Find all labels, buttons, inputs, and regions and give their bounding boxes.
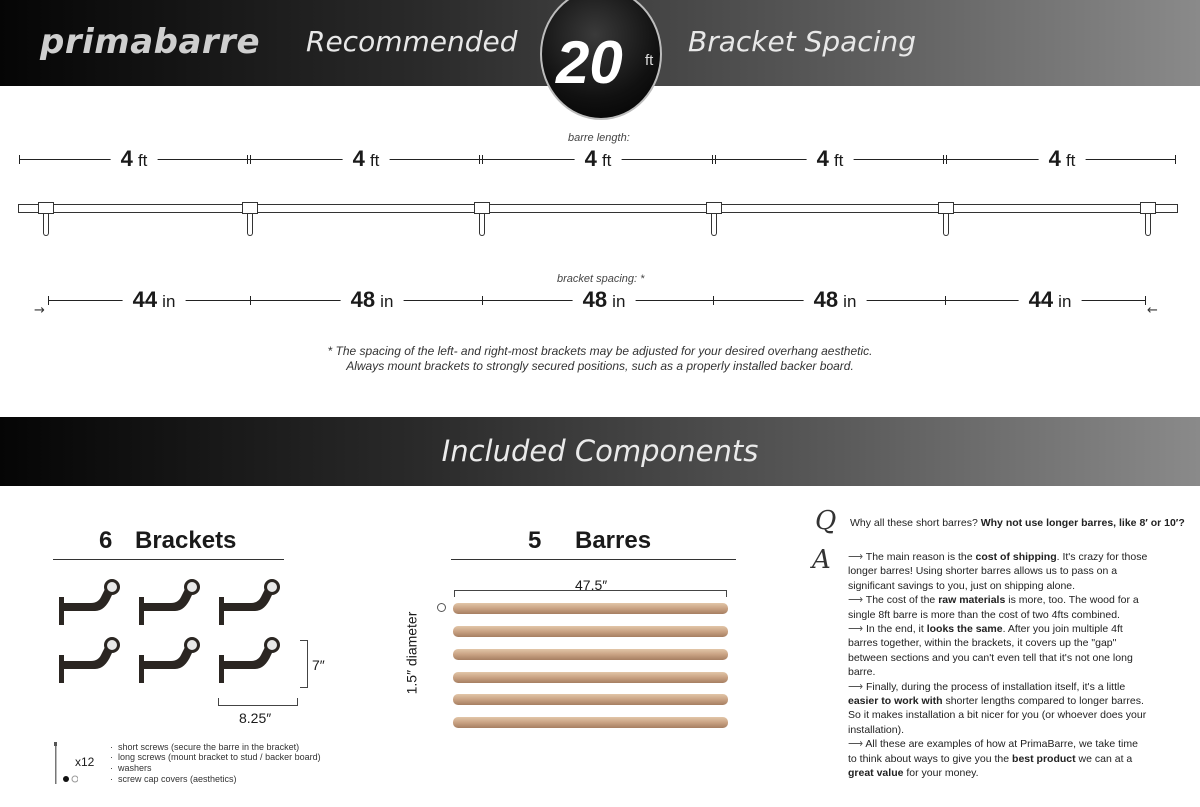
bracket-height: 7″ [312, 657, 325, 673]
arrow-left-icon: ← [1147, 303, 1158, 318]
hardware-item-text: short screws (secure the barre in the bracket) [118, 742, 300, 752]
bracket-spacing-caption: bracket spacing: * [557, 273, 645, 285]
spacing-value: 44 [1028, 287, 1054, 312]
spacing-unit: in [162, 292, 176, 311]
hardware-item: · washers [110, 763, 152, 773]
faq-emphasis: cost of shipping [975, 551, 1057, 563]
barre-length: 47.5″ [575, 577, 608, 593]
bracket-stem [43, 214, 49, 236]
barre-illustration [18, 204, 1178, 213]
barre-length-dimline [454, 590, 727, 597]
dim-tick [479, 155, 480, 164]
faq-text: . It's crazy for those longer barres! Using shorter barres allows us to pass on a significant savings to you, just on shipping alone. [848, 551, 1148, 592]
barre-length-label [343, 146, 390, 172]
footnote-line-1: * The spacing of the left- and right-most brackets may be adjusted for your desired overhang aesthetic. [327, 344, 873, 358]
dim-tick [247, 155, 248, 164]
dim-tick [482, 155, 483, 164]
arrow-right-icon: → [34, 303, 45, 318]
brackets-count: 6 [99, 527, 113, 554]
faq-text: . After you join multiple 4ft barres together, within the brackets, it covers up the "gap" between sections and you can't even tell that it's not one long barre. [848, 623, 1133, 679]
components-title: Included Components [441, 434, 759, 468]
dim-tick [945, 296, 946, 305]
dim-tick [48, 296, 49, 305]
barres-count: 5 [528, 527, 542, 554]
barre-length-label [111, 146, 158, 172]
hardware-item: · long screws (mount bracket to stud / backer board) [110, 752, 321, 762]
barre-stick [453, 626, 728, 637]
length-unit: ft [601, 151, 612, 170]
arrow-icon: ⟶ [848, 738, 864, 751]
faq-emphasis: easier to work with [848, 695, 943, 708]
dim-tick [482, 296, 483, 305]
brackets-illustration [55, 575, 315, 705]
spacing-value: 48 [813, 287, 839, 312]
screw-icon [48, 740, 78, 790]
length-unit: ft [137, 151, 148, 170]
dim-tick [1145, 296, 1146, 305]
dim-tick [250, 155, 251, 164]
header-left-title: Recommended [306, 25, 518, 58]
length-value: 4 [584, 146, 597, 171]
faq-text: is more, too. The wood for a single 8ft barre is more than the cost of two 4fts combined. [848, 594, 1139, 621]
barre-stick [453, 672, 728, 683]
faq-text: All these are examples of how at PrimaBarre, we take time to think about ways to give you the [848, 738, 1138, 765]
bracket-stem [247, 214, 253, 236]
bracket-stem [1145, 214, 1151, 236]
dim-tick [946, 155, 947, 164]
length-value: 4 [120, 146, 133, 171]
barre-stick [453, 717, 728, 728]
spacing-unit: in [380, 292, 394, 311]
faq-text: we can at a [1078, 752, 1133, 765]
bracket-stem [943, 214, 949, 236]
hardware-item-text: screw cap covers (aesthetics) [118, 774, 237, 784]
header-right-title: Bracket Spacing [688, 25, 916, 58]
bracket-clamp [706, 202, 722, 214]
dim-tick [712, 155, 713, 164]
length-unit: ft [1065, 151, 1076, 170]
faq-emphasis: great value [848, 767, 904, 780]
faq-text: Finally, during the process of installation itself, it's a little [865, 680, 1126, 693]
spacing-unit: in [1058, 292, 1072, 311]
dim-tick [19, 155, 20, 164]
hardware-item-text: long screws (mount bracket to stud / backer board) [118, 752, 321, 762]
faq-q-mark: Q [815, 506, 837, 536]
faq-text: for your money. [906, 767, 979, 780]
bracket-spacing-label [123, 287, 186, 313]
faq-text: In the end, it [865, 623, 924, 636]
faq-paragraph-5 [848, 737, 1148, 780]
faq-question-plain: Why all these short barres? [850, 517, 978, 529]
barre-stick [453, 649, 728, 660]
bracket-width: 8.25″ [239, 710, 272, 726]
brackets-label: Brackets [135, 527, 237, 554]
diameter-circle-icon [437, 603, 446, 612]
arrow-icon: ⟶ [848, 594, 864, 607]
hardware-item: · screw cap covers (aesthetics) [110, 774, 237, 784]
faq-text: The main reason is the [865, 551, 973, 563]
length-value: 4 [352, 146, 365, 171]
hardware-multiplier: x12 [75, 755, 95, 769]
bracket-height-dimline [300, 640, 308, 688]
faq-paragraph-2 [848, 593, 1148, 622]
brand-logo: primabarre [40, 22, 261, 62]
arrow-icon: ⟶ [848, 623, 864, 636]
arrow-icon: ⟶ [848, 680, 864, 693]
bracket-spacing-label [1019, 287, 1082, 313]
length-value: 4 [816, 146, 829, 171]
barre-length-label [575, 146, 622, 172]
footnote-line-2: Always mount brackets to strongly secured positions, such as a properly installed backer board. [346, 359, 854, 373]
spacing-unit: in [612, 292, 626, 311]
bracket-stem [479, 214, 485, 236]
dim-tick [250, 296, 251, 305]
barres-label: Barres [575, 527, 652, 554]
faq-emphasis: looks the same [926, 623, 1003, 636]
bracket-clamp [938, 202, 954, 214]
faq-paragraph-3 [848, 622, 1148, 680]
faq-paragraph-4 [848, 680, 1148, 738]
dim-tick [713, 296, 714, 305]
bracket-clamp [474, 202, 490, 214]
barre-stick [453, 603, 728, 614]
barre-length-label [807, 146, 854, 172]
barre-length-label [1039, 146, 1086, 172]
faq-emphasis: raw materials [938, 594, 1006, 607]
bracket-width-dimline [218, 698, 298, 706]
hardware-item: · short screws (secure the barre in the bracket) [110, 742, 300, 752]
bracket-clamp [1140, 202, 1156, 214]
barre-length-caption: barre length: [568, 132, 630, 144]
barre-diameter: 1.5″ diameter [403, 611, 420, 695]
hardware-item-text: washers [118, 763, 152, 773]
dim-tick [943, 155, 944, 164]
faq-question [850, 517, 1185, 529]
faq-emphasis: best product [1012, 752, 1076, 765]
faq-question-bold: Why not use longer barres, like 8′ or 10′? [980, 517, 1185, 529]
length-unit: ft [833, 151, 844, 170]
faq-text: The cost of the [865, 594, 936, 607]
length-value: 4 [1048, 146, 1061, 171]
faq-answer [848, 550, 1148, 781]
spacing-unit: in [843, 292, 857, 311]
bracket-clamp [242, 202, 258, 214]
badge-unit: ft [645, 52, 654, 69]
bracket-stem [711, 214, 717, 236]
badge-number: 20 [556, 29, 623, 96]
faq-paragraph-1 [848, 550, 1148, 593]
faq-text: shorter lengths compared to longer barres. So it makes installation a bit nicer for you (or whoever does your installation). [848, 695, 1147, 736]
length-unit: ft [369, 151, 380, 170]
dim-tick [1175, 155, 1176, 164]
spacing-value: 44 [132, 287, 158, 312]
barre-stick [453, 694, 728, 705]
bracket-clamp [38, 202, 54, 214]
dim-tick [715, 155, 716, 164]
bracket-spacing-label [804, 287, 867, 313]
spacing-value: 48 [582, 287, 608, 312]
faq-a-mark: A [812, 545, 831, 575]
arrow-icon: ⟶ [848, 551, 864, 563]
brackets-underline [53, 559, 284, 560]
spacing-value: 48 [350, 287, 376, 312]
bracket-spacing-label [341, 287, 404, 313]
bracket-spacing-label [573, 287, 636, 313]
barres-underline [451, 559, 736, 560]
